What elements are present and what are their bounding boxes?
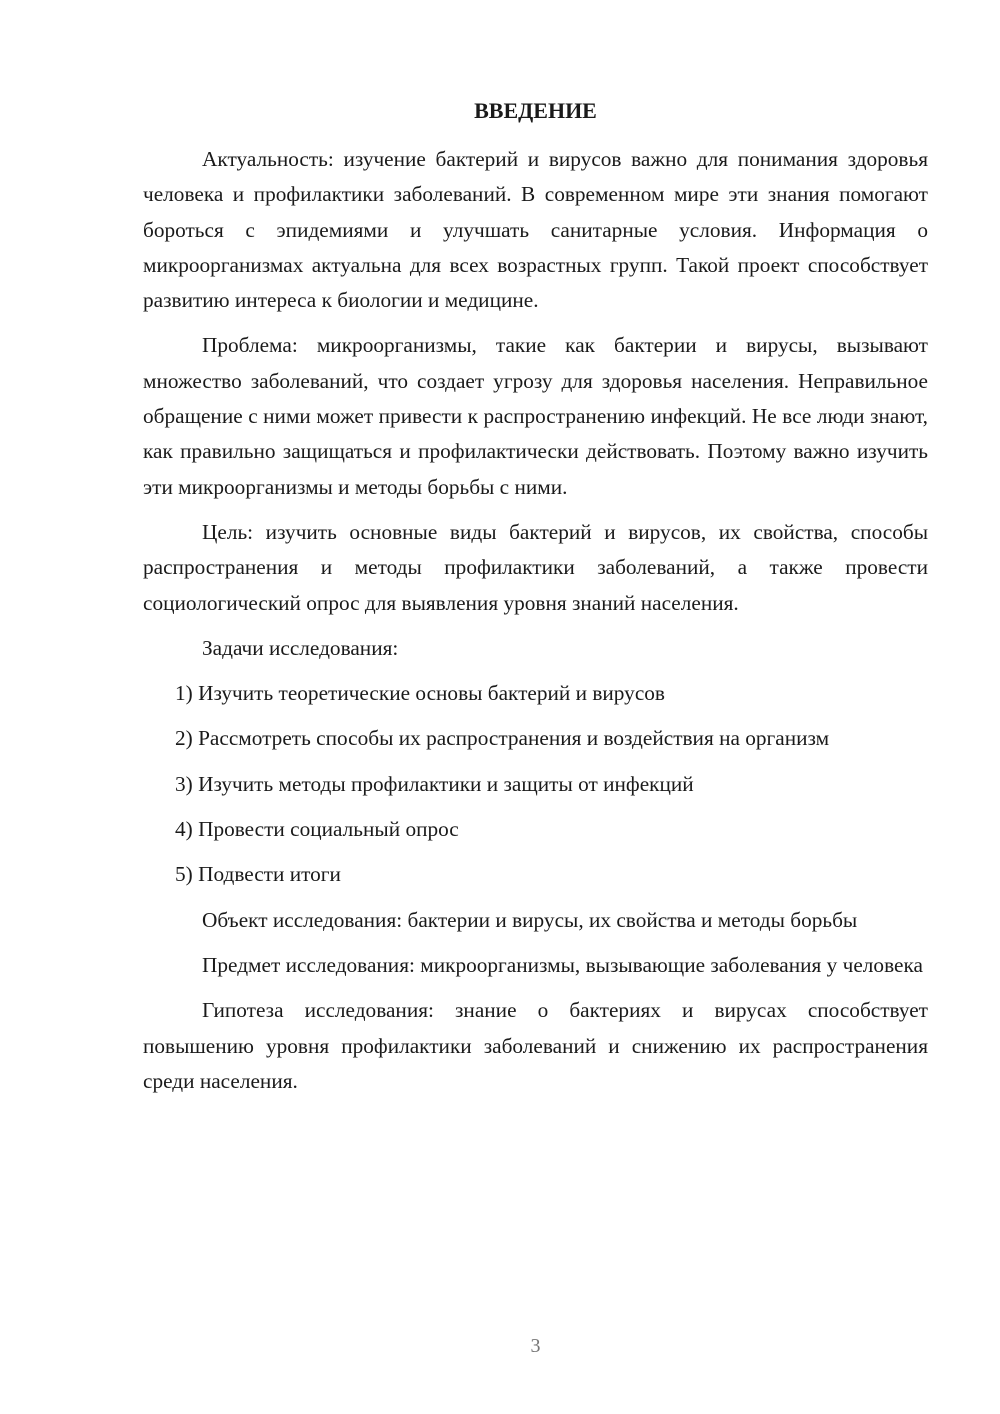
page-title: ВВЕДЕНИЕ — [474, 98, 597, 123]
document-body — [143, 142, 928, 1099]
tasks-heading: Задачи исследования: — [202, 635, 399, 660]
object-paragraph: Объект исследования: бактерии и вирусы, их свойства и методы борьбы — [202, 907, 858, 932]
hypothesis-paragraph: Гипотеза исследования: знание о бактериях и вирусах способствует повышению уровня профилактики заболеваний и снижению их распространения среди населения. — [143, 998, 928, 1093]
task-item-3: 3) Изучить методы профилактики и защиты от инфекций — [175, 771, 694, 796]
task-item-2: 2) Рассмотреть способы их распространения и воздействия на организм — [175, 726, 830, 751]
document-page — [143, 0, 928, 1414]
problem-paragraph: Проблема: микроорганизмы, такие как бактерии и вирусы, вызывают множество заболеваний, что создает угрозу для здоровья населения. Неправильное обращение с ними может привести к распространению инфекций. Не все люди знают, как правильно защищаться и профилактически действовать. Поэтому важно изучить эти микроорганизмы и методы борьбы с ними. — [143, 333, 928, 499]
subject-paragraph: Предмет исследования: микроорганизмы, вызывающие заболевания у человека — [202, 952, 923, 977]
relevance-paragraph: Актуальность: изучение бактерий и вирусов важно для понимания здоровья человека и профилактики заболеваний. В современном мире эти знания помогают бороться с эпидемиями и улучшать санитарные условия. Информация о микроорганизмах актуальна для всех возрастных групп. Такой проект способствует развитию интереса к биологии и медицине. — [143, 147, 928, 313]
task-item-4: 4) Провести социальный опрос — [175, 817, 459, 842]
task-item-5: 5) Подвести итоги — [175, 862, 341, 887]
goal-paragraph: Цель: изучить основные виды бактерий и вирусов, их свойства, способы распространения и методы профилактики заболеваний, а также провести социологический опрос для выявления уровня знаний населения. — [143, 519, 928, 615]
task-item-1: 1) Изучить теоретические основы бактерий и вирусов — [175, 681, 665, 706]
page-number: 3 — [530, 1335, 541, 1357]
